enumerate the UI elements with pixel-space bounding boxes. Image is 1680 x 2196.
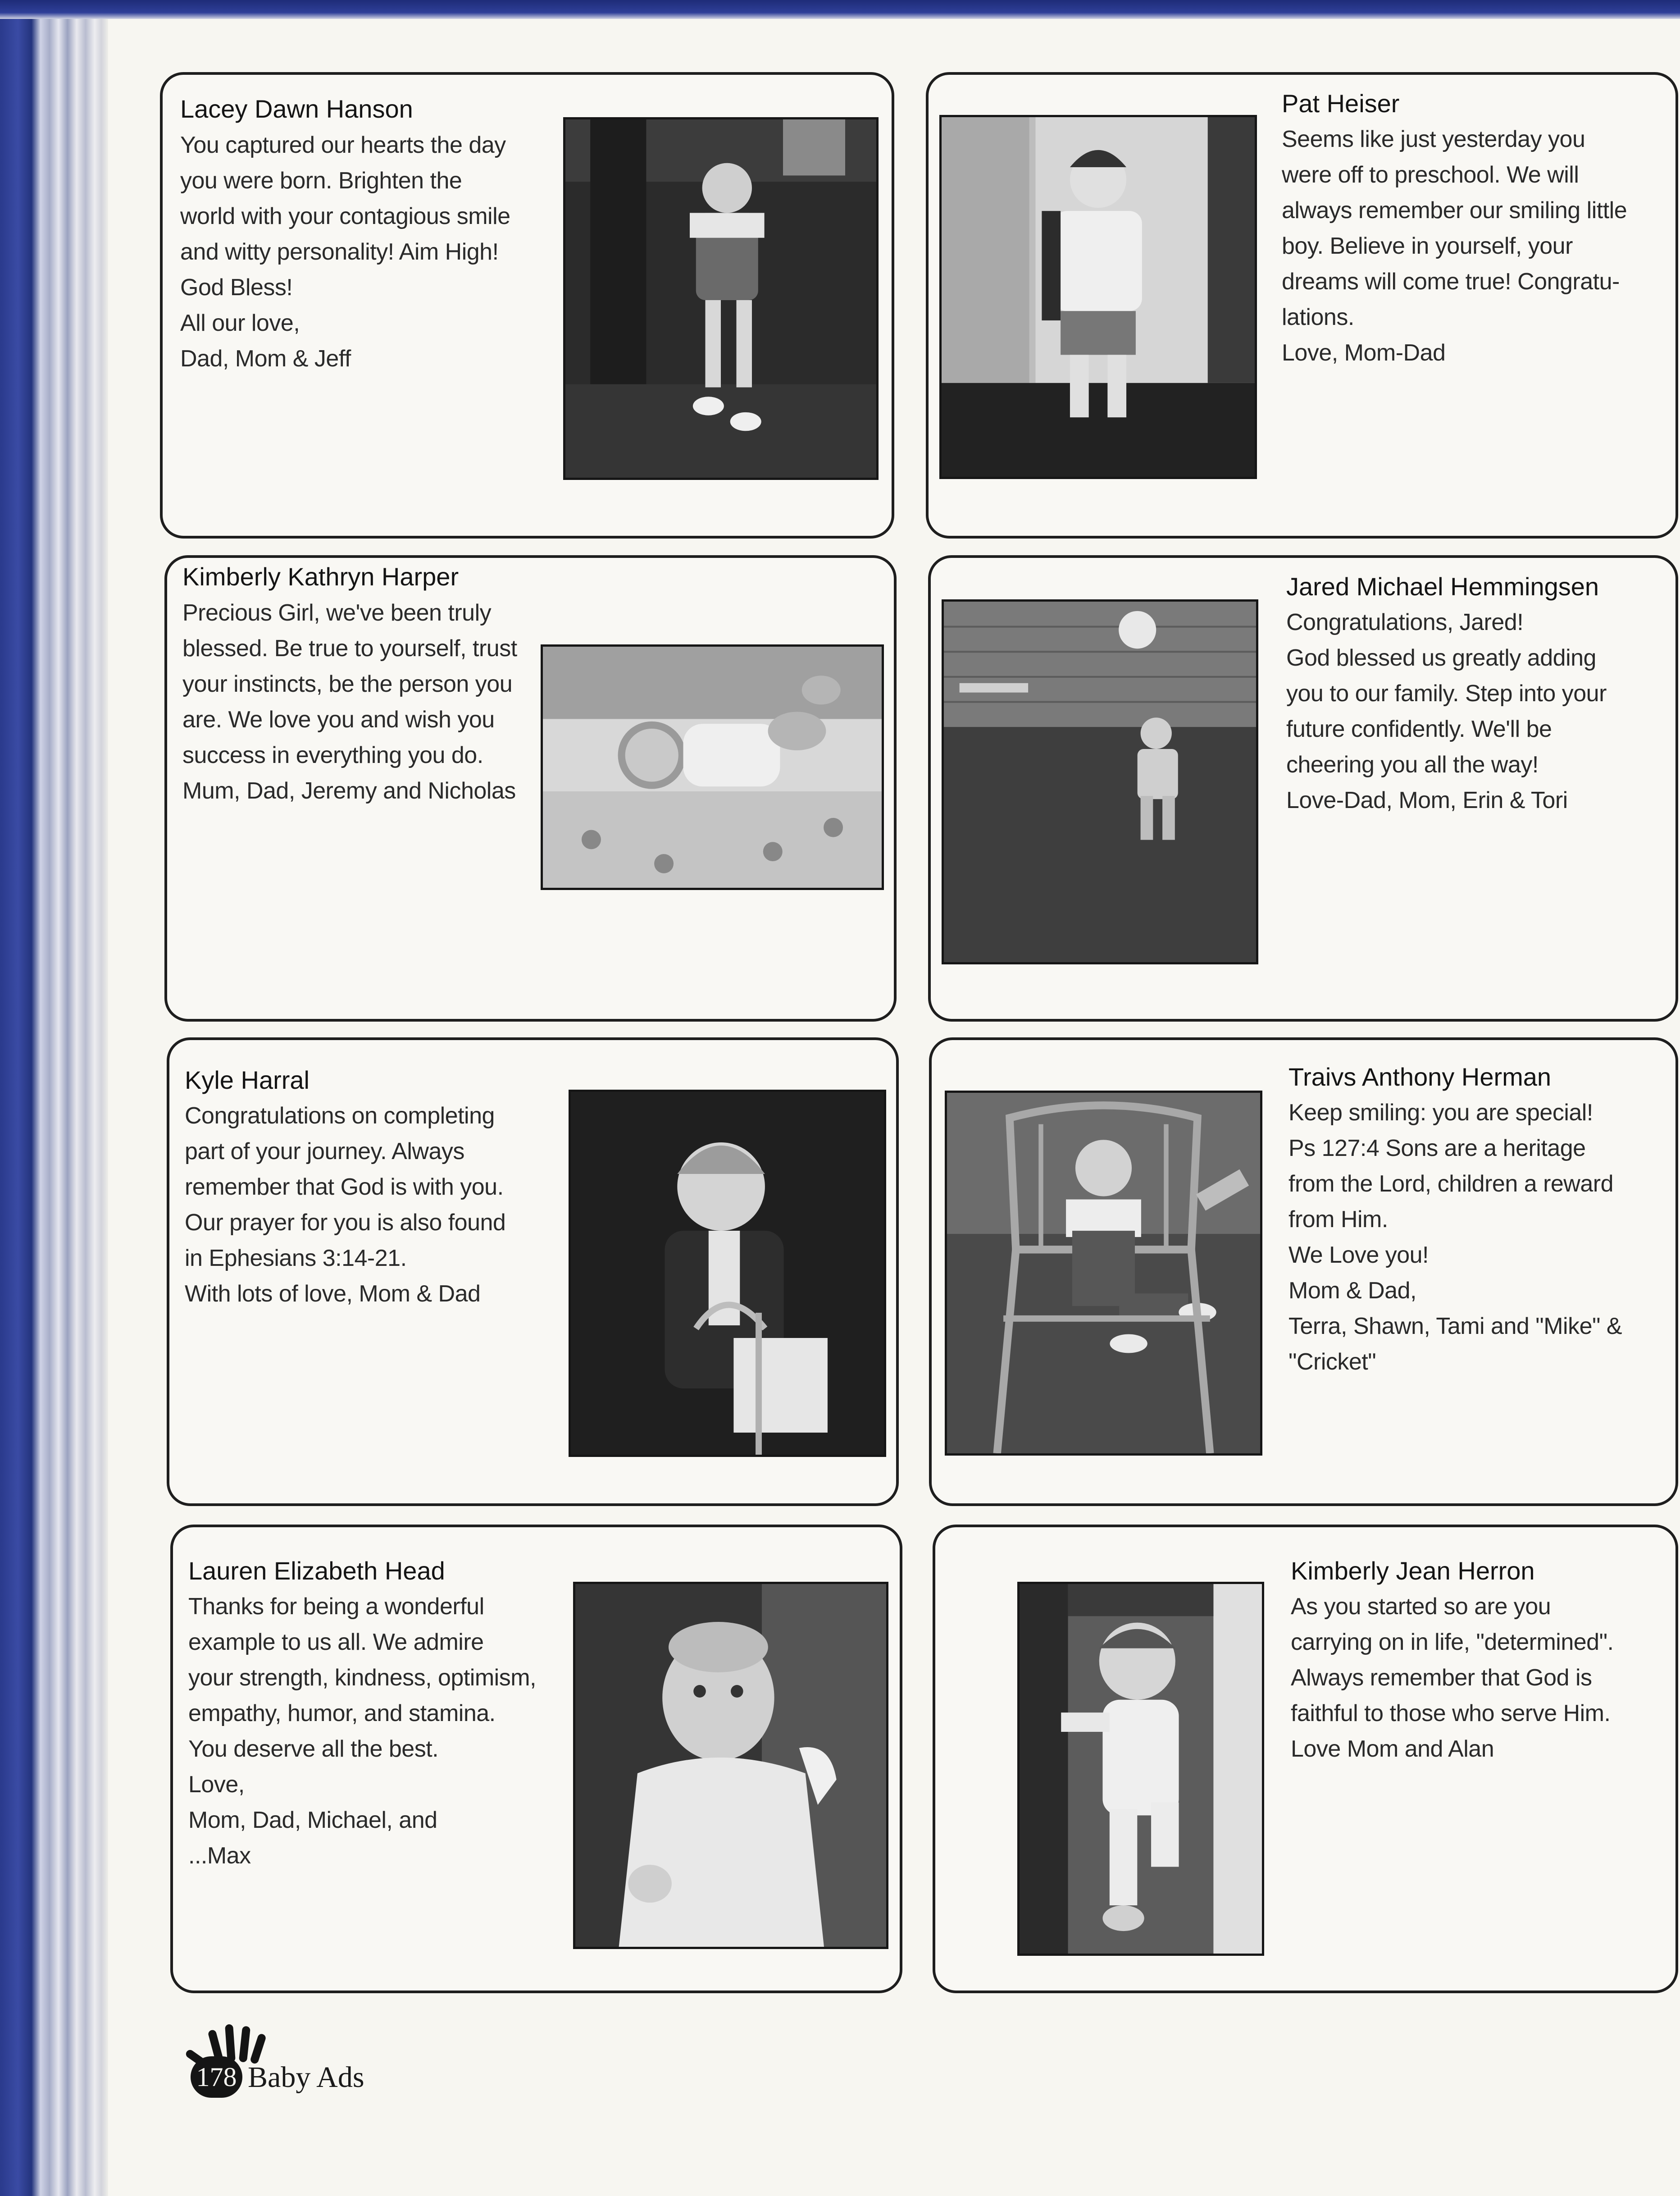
baby-photo bbox=[945, 1091, 1262, 1456]
ad-message: As you started so are you carrying on in life, "determined". Always remember that God is faithful to those who serve Him. Love Mom and Alan bbox=[1291, 1593, 1614, 1762]
ad-message: Precious Girl, we've been truly blessed. Be true to yourself, trust your instincts, be the person you are. We love you and wish you success in everything you do. Mum, Dad, Jeremy and Nicholas bbox=[182, 600, 517, 804]
book-top-edge bbox=[0, 0, 1680, 19]
ad-message: Seems like just yesterday you were off to preschool. We will always remember our smiling little boy. Believe in yourself, your dreams will come true! Congratu- lations. Love, Mom-Dad bbox=[1282, 126, 1627, 366]
baby-photo bbox=[541, 644, 884, 890]
ad-name: Jared Michael Hemmingsen bbox=[1286, 572, 1599, 601]
section-title: Baby Ads bbox=[248, 2061, 364, 2094]
ad-name: Kyle Harral bbox=[185, 1066, 310, 1094]
ad-message: Thanks for being a wonderful example to us all. We admire your strength, kindness, optimism, empathy, humor, and stamina. You deserve all the best. Love, Mom, Dad, Michael, and ...Max bbox=[188, 1593, 536, 1869]
page-number: 178 bbox=[191, 2056, 242, 2098]
baby-photo bbox=[1017, 1582, 1264, 1956]
baby-photo bbox=[942, 599, 1258, 964]
ad-message: You captured our hearts the day you were born. Brighten the world with your contagious smile and witty personality! Aim High! God Bless! All our love, Dad, Mom & Jeff bbox=[180, 132, 510, 372]
baby-photo bbox=[939, 115, 1257, 479]
ad-name: Lauren Elizabeth Head bbox=[188, 1557, 445, 1585]
ad-message: Congratulations on completing part of your journey. Always remember that God is with you. Our prayer for you is also found in Ephesians 3:14-21. With lots of love, Mom & Dad bbox=[185, 1103, 506, 1307]
ad-name: Lacey Dawn Hanson bbox=[180, 95, 413, 123]
ad-name: Pat Heiser bbox=[1282, 89, 1400, 118]
ad-name: Kimberly Kathryn Harper bbox=[182, 562, 459, 591]
baby-photo bbox=[573, 1582, 888, 1949]
ad-name: Kimberly Jean Herron bbox=[1291, 1557, 1535, 1585]
ad-message: Keep smiling: you are special! Ps 127:4 Sons are a heritage from the Lord, children a reward from Him. We Love you! Mom & Dad, Terra, Shawn, Tami and "Mike" & "Cricket" bbox=[1288, 1100, 1622, 1375]
ad-message: Congratulations, Jared! God blessed us greatly adding you to our family. Step into your future confidently. We'll be cheering you all the way! Love-Dad, Mom, Erin & Tori bbox=[1286, 609, 1607, 813]
ad-name: Traivs Anthony Herman bbox=[1288, 1063, 1552, 1091]
book-binding-edge bbox=[0, 0, 108, 2196]
baby-photo bbox=[569, 1090, 886, 1457]
baby-photo bbox=[563, 117, 879, 480]
